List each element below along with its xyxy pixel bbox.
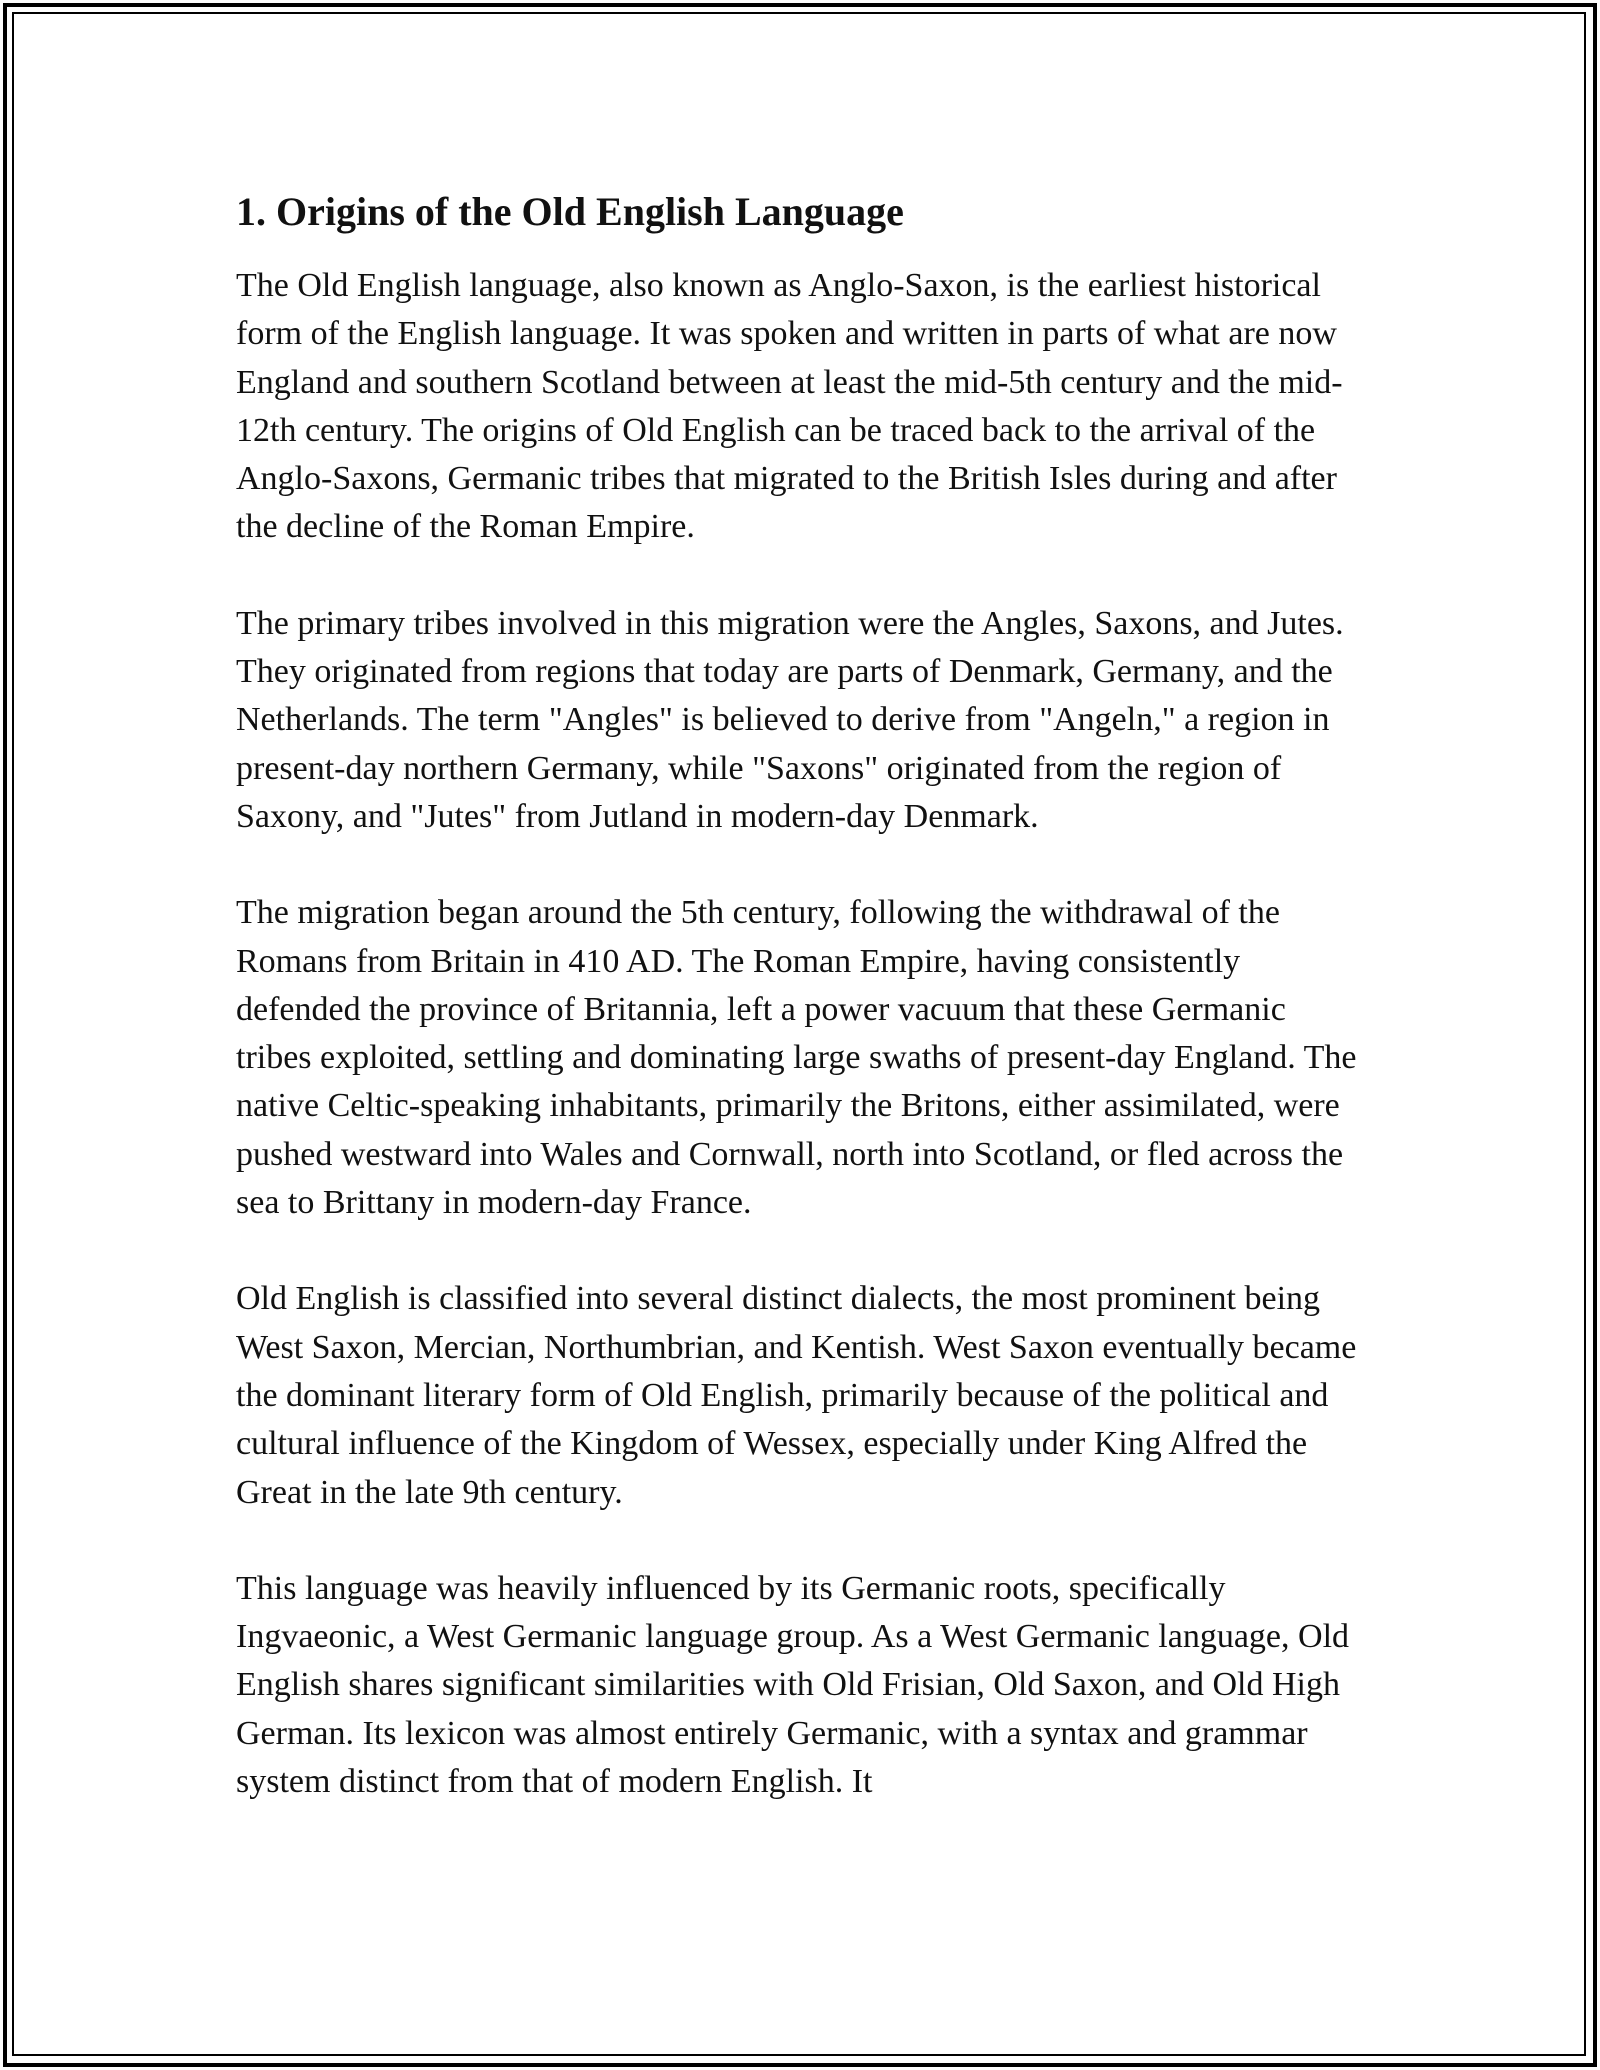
document-body <box>236 184 1366 1806</box>
paragraph-dialects: Old English is classified into several distinct dialects, the most prominent being West Saxon, Mercian, Northumbrian, and Kentish. West Saxon eventually became the dominant literary form of Old English, primarily because of the political and cultural influence of the Kingdom of Wessex, especially under King Alfred the Great in the late 9th century. <box>236 1280 1357 1511</box>
paragraph-germanic-roots: This language was heavily influenced by its Germanic roots, specifically Ingvaeonic, a West Germanic language group. As a West Germanic language, Old English shares significant similarities with Old Frisian, Old Saxon, and Old High German. Its lexicon was almost entirely Germanic, with a syntax and grammar system distinct from that of modern English. It <box>236 1569 1350 1801</box>
section-heading: 1. Origins of the Old English Language <box>236 189 904 234</box>
paragraph-migration: The migration began around the 5th century, following the withdrawal of the Romans from Britain in 410 AD. The Roman Empire, having consistently defended the province of Britannia, left a power vacuum that these Germanic tribes exploited, settling and dominating large swaths of present-day England. The native Celtic-speaking inhabitants, primarily the Britons, either assimilated, were pushed westward into Wales and Cornwall, north into Scotland, or fled across the sea to Brittany in modern-day France. <box>236 894 1357 1222</box>
paragraph-tribes: The primary tribes involved in this migration were the Angles, Saxons, and Jutes. They originated from regions that today are parts of Denmark, Germany, and the Netherlands. The term "Angles" is believed to derive from "Angeln," a region in present-day northern Germany, while "Saxons" originated from the region of Saxony, and "Jutes" from Jutland in modern-day Denmark. <box>236 604 1344 835</box>
paragraph-origins: The Old English language, also known as Anglo-Saxon, is the earliest historical form of the English language. It was spoken and written in parts of what are now England and southern Scotland between at least the mid-5th century and the mid-12th century. The origins of Old English can be traced back to the arrival of the Anglo-Saxons, Germanic tribes that migrated to the British Isles during and after the decline of the Roman Empire. <box>236 267 1343 546</box>
